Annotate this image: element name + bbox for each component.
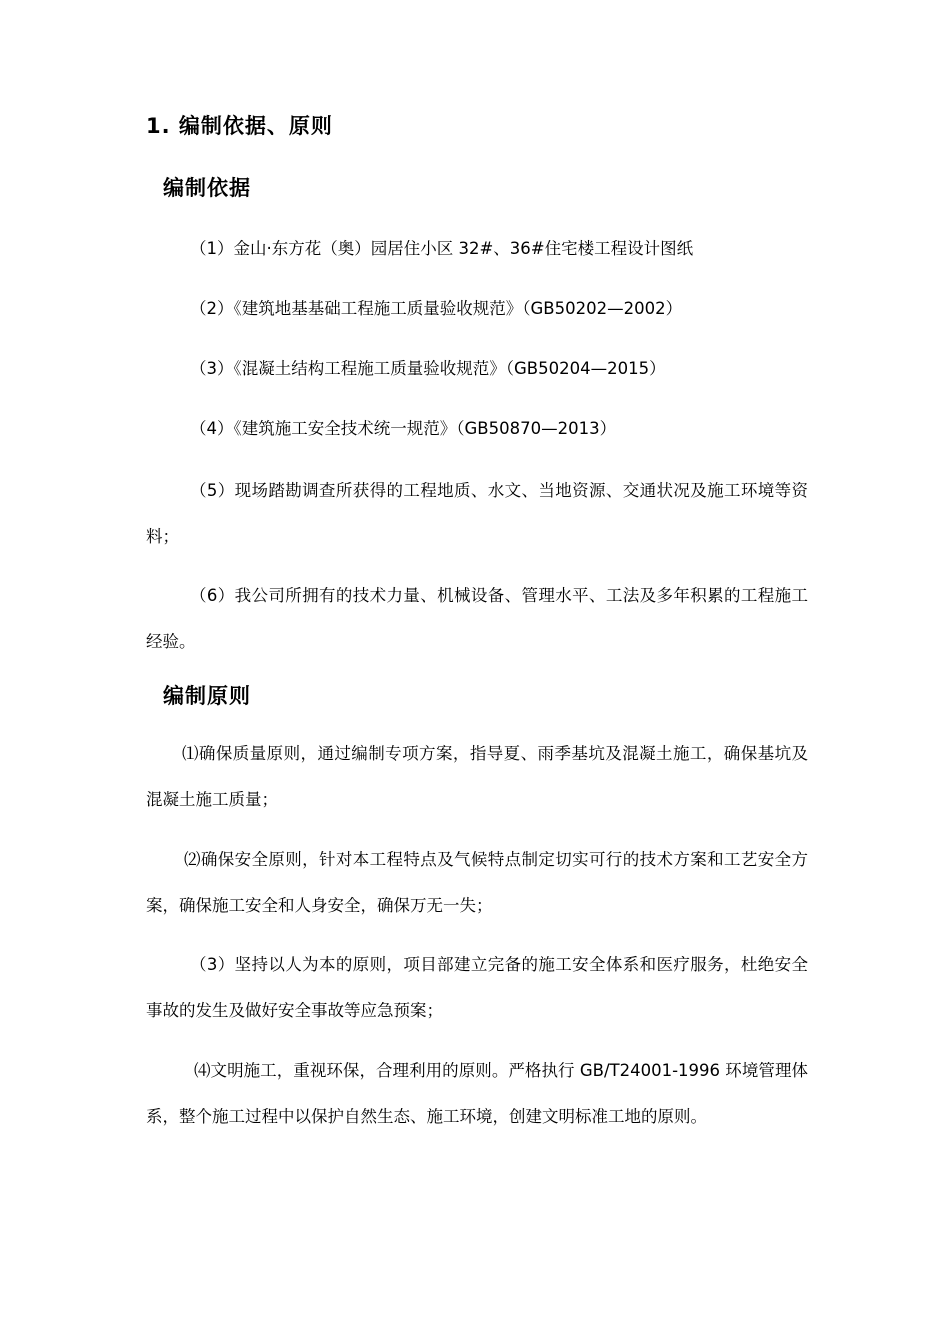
principle-item-4: ⑷文明施工，重视环保，合理利用的原则。严格执行 GB/T24001-1996 环境管理体系，整个施工过程中以保护自然生态、施工环境，创建文明标准工地的原则。 xyxy=(146,1061,808,1126)
basis-item-2: （2）《建筑地基基础工程施工质量验收规范》（GB50202—2002） xyxy=(190,299,683,318)
principle-item-2: ⑵确保安全原则，针对本工程特点及气候特点制定切实可行的技术方案和工艺安全方案，确保施工安全和人身安全，确保万无一失； xyxy=(146,850,808,915)
principle-item-1: ⑴确保质量原则，通过编制专项方案，指导夏、雨季基坑及混凝土施工，确保基坑及混凝土施工质量； xyxy=(146,744,808,809)
basis-item-3: （3）《混凝土结构工程施工质量验收规范》（GB50204—2015） xyxy=(190,359,666,378)
basis-item-5: （5）现场踏勘调查所获得的工程地质、水文、当地资源、交通状况及施工环境等资料； xyxy=(146,481,808,546)
section-title: 1. 编制依据、原则 xyxy=(146,114,333,138)
basis-item-1: （1）金山·东方花（奥）园居住小区 32#、36#住宅楼工程设计图纸 xyxy=(190,239,694,258)
basis-item-6: （6）我公司所拥有的技术力量、机械设备、管理水平、工法及多年积累的工程施工经验。 xyxy=(146,586,808,651)
principle-item-3: （3）坚持以人为本的原则，项目部建立完备的施工安全体系和医疗服务，杜绝安全事故的发生及做好安全事故等应急预案； xyxy=(146,955,808,1020)
basis-heading: 编制依据 xyxy=(163,176,251,200)
basis-item-4: （4）《建筑施工安全技术统一规范》（GB50870—2013） xyxy=(190,419,617,438)
principles-heading: 编制原则 xyxy=(163,684,251,708)
